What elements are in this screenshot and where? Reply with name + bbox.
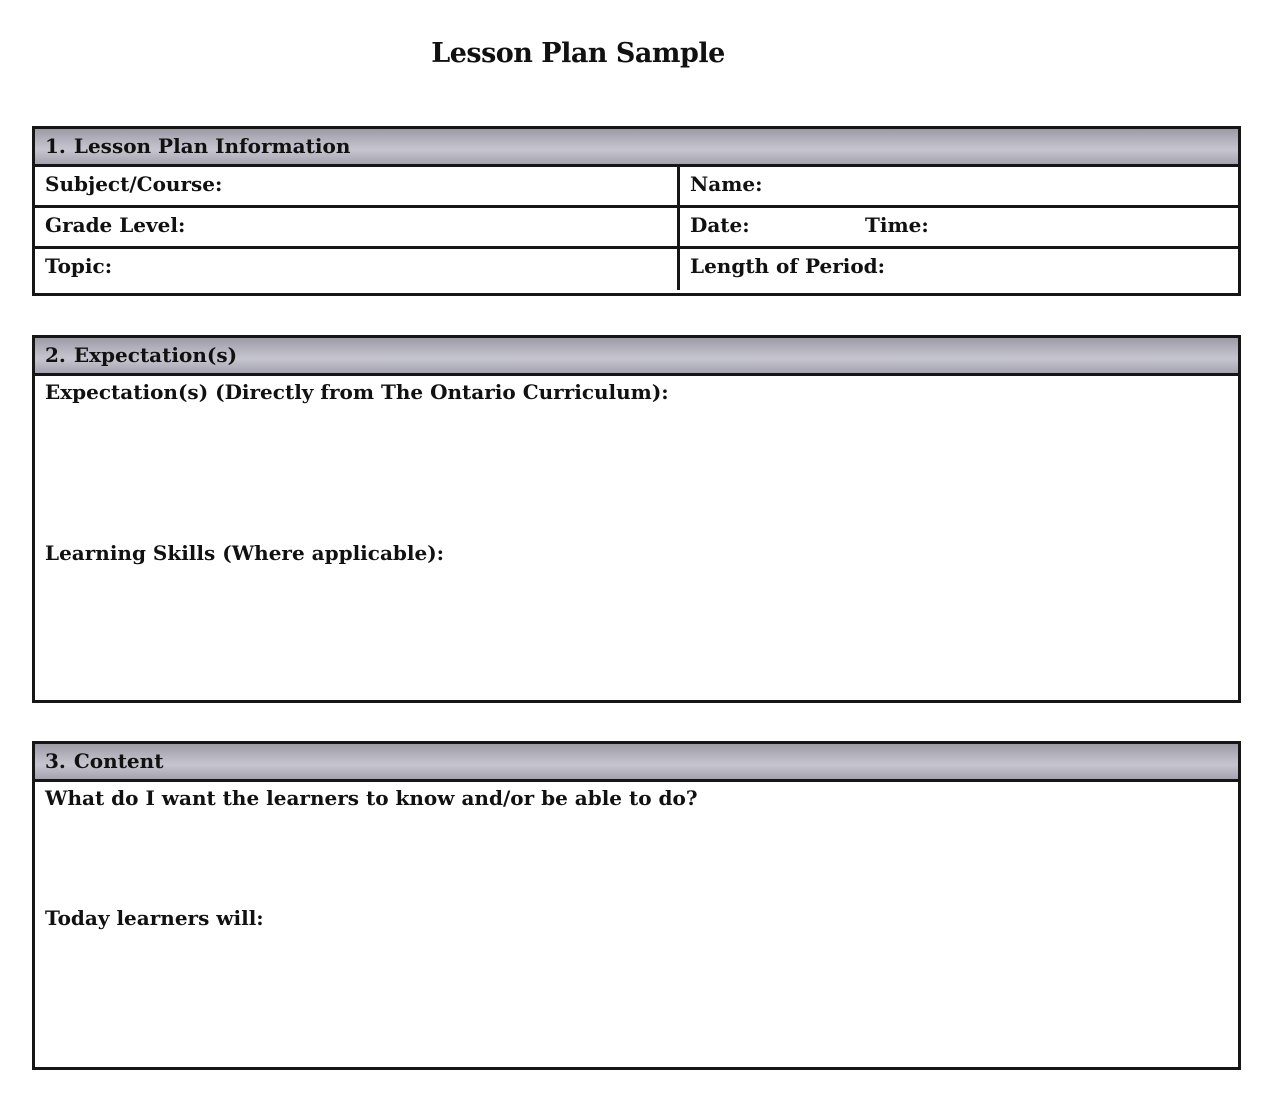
- section-number: 1.: [45, 134, 66, 158]
- section-heading: Lesson Plan Information: [73, 134, 351, 158]
- time-label: Time:: [865, 213, 929, 237]
- section-number: 3.: [45, 749, 66, 773]
- length-of-period-field[interactable]: Length of Period:: [690, 254, 886, 278]
- date-label: Date:: [690, 213, 750, 237]
- section-header: [35, 129, 1238, 167]
- section-header: [35, 744, 1238, 782]
- section-number: 2.: [45, 343, 66, 367]
- learning-skills-prompt: Learning Skills (Where applicable):: [45, 541, 445, 565]
- date-time-field[interactable]: [680, 208, 1238, 246]
- lesson-plan-information-section: [32, 126, 1241, 296]
- table-row: [35, 167, 1238, 208]
- today-learners-will-prompt: Today learners will:: [45, 906, 264, 930]
- expectations-section: [32, 335, 1241, 703]
- expectations-prompt: Expectation(s) (Directly from The Ontario Curriculum):: [45, 380, 669, 404]
- content-body[interactable]: [35, 782, 1238, 1064]
- subject-course-field[interactable]: Subject/Course:: [35, 167, 680, 205]
- grade-level-field[interactable]: Grade Level:: [35, 208, 680, 246]
- learning-goal-prompt: What do I want the learners to know and/or be able to do?: [45, 786, 698, 810]
- name-field[interactable]: Name:: [690, 172, 763, 196]
- section-heading: Expectation(s): [73, 343, 238, 367]
- table-row: [35, 249, 1238, 290]
- expectations-body[interactable]: [35, 376, 1238, 697]
- page-title: Lesson Plan Sample: [431, 38, 725, 69]
- topic-field[interactable]: Topic:: [35, 249, 680, 290]
- section-header: [35, 338, 1238, 376]
- section-heading: Content: [73, 749, 164, 773]
- content-section: [32, 741, 1241, 1070]
- table-row: [35, 208, 1238, 249]
